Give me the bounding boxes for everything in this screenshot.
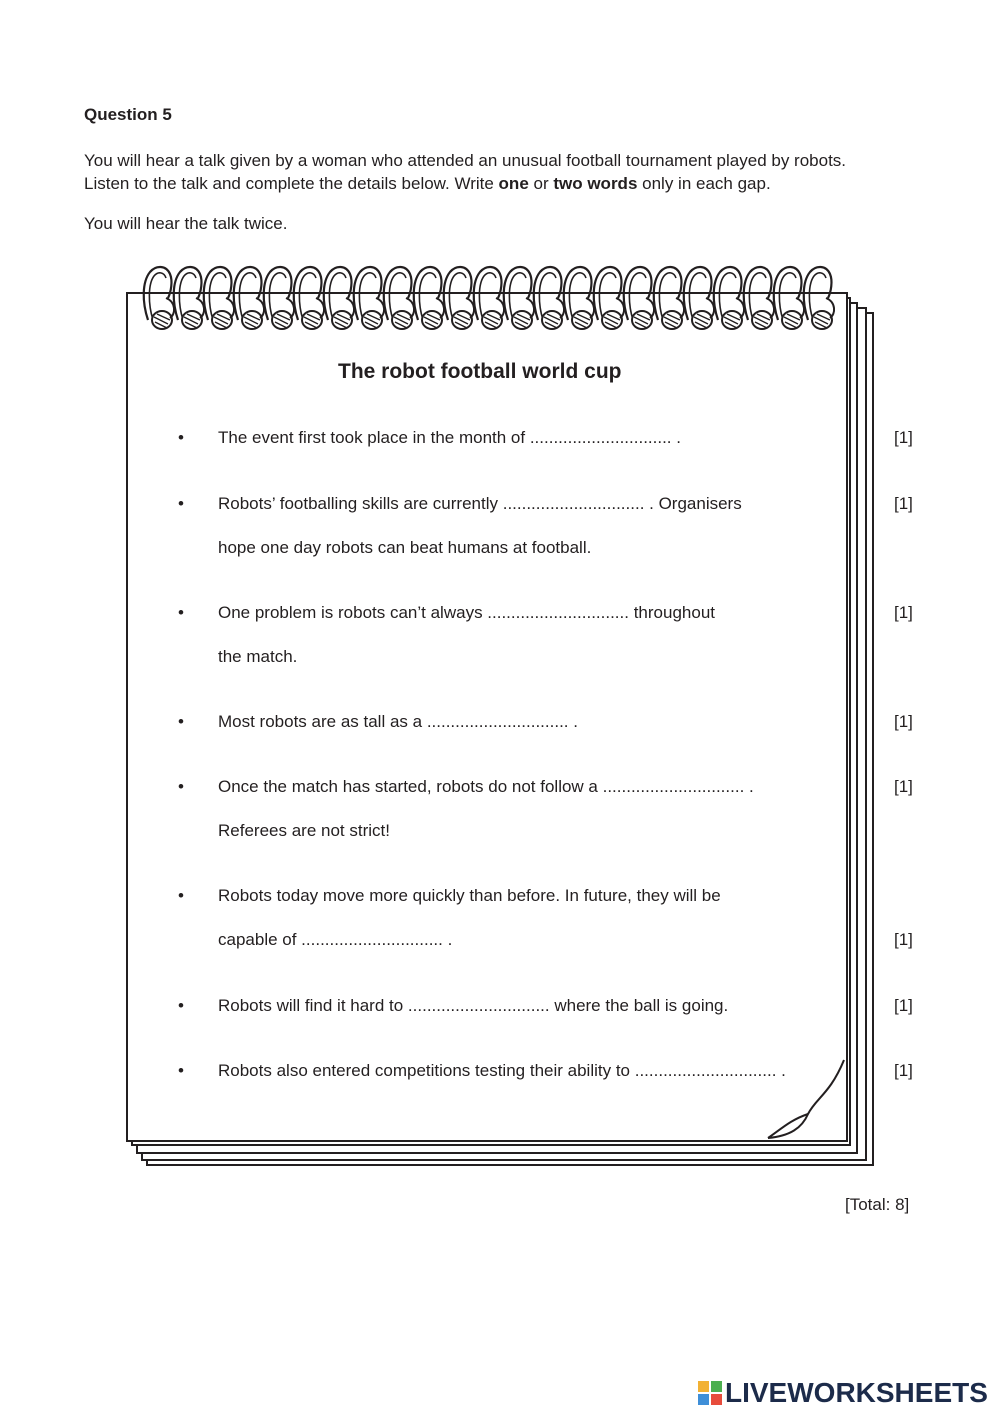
intro-line-2: Listen to the talk and complete the details below. Write one or two words only in each gap. bbox=[84, 174, 771, 193]
liveworksheets-logo bbox=[698, 1378, 988, 1408]
question-intro bbox=[84, 149, 944, 195]
total-marks: [Total: 8] bbox=[845, 1195, 910, 1214]
item-text: One problem is robots can’t always .............................. throughout bbox=[218, 603, 715, 622]
item-mark: [1] bbox=[894, 603, 913, 622]
item-text: Robots’ footballing skills are currently .............................. . Organisers bbox=[218, 494, 742, 513]
item-mark: [1] bbox=[894, 777, 913, 796]
question-title: Question 5 bbox=[84, 105, 172, 124]
logo-text: LIVEWORKSHEETS bbox=[725, 1377, 988, 1408]
item-text-continued: Referees are not strict! bbox=[218, 821, 390, 840]
item-text: Robots will find it hard to .............................. where the ball is going. bbox=[218, 996, 729, 1015]
logo-mark-icon bbox=[698, 1381, 722, 1405]
item-mark: [1] bbox=[894, 712, 913, 731]
spiral-binding bbox=[126, 262, 846, 342]
item-mark: [1] bbox=[894, 996, 913, 1015]
item-text-continued: hope one day robots can beat humans at football. bbox=[218, 538, 592, 557]
item-text: Most robots are as tall as a .............................. . bbox=[218, 712, 578, 731]
item-text-continued: capable of .............................. . bbox=[218, 930, 453, 949]
notepad-title: The robot football world cup bbox=[338, 360, 622, 383]
bullet: • bbox=[178, 777, 184, 796]
bullet: • bbox=[178, 712, 184, 731]
item-text-continued: the match. bbox=[218, 647, 298, 666]
intro-line-1: You will hear a talk given by a woman who attended an unusual football tournament played by robots. bbox=[84, 151, 847, 170]
bullet: • bbox=[178, 886, 184, 905]
item-mark: [1] bbox=[894, 1061, 913, 1080]
bullet: • bbox=[178, 1061, 184, 1080]
item-text: Robots today move more quickly than before. In future, they will be bbox=[218, 886, 721, 905]
item-text: Once the match has started, robots do not follow a .............................. . bbox=[218, 777, 754, 796]
bullet: • bbox=[178, 603, 184, 622]
listening-instruction: You will hear the talk twice. bbox=[84, 214, 288, 233]
item-mark: [1] bbox=[894, 494, 913, 513]
item-text: Robots also entered competitions testing their ability to .............................. . bbox=[218, 1061, 786, 1080]
bullet: • bbox=[178, 996, 184, 1015]
item-text: The event first took place in the month of .............................. . bbox=[218, 428, 681, 447]
item-mark: [1] bbox=[894, 428, 913, 447]
bullet: • bbox=[178, 494, 184, 513]
item-mark: [1] bbox=[894, 930, 913, 949]
bullet: • bbox=[178, 428, 184, 447]
